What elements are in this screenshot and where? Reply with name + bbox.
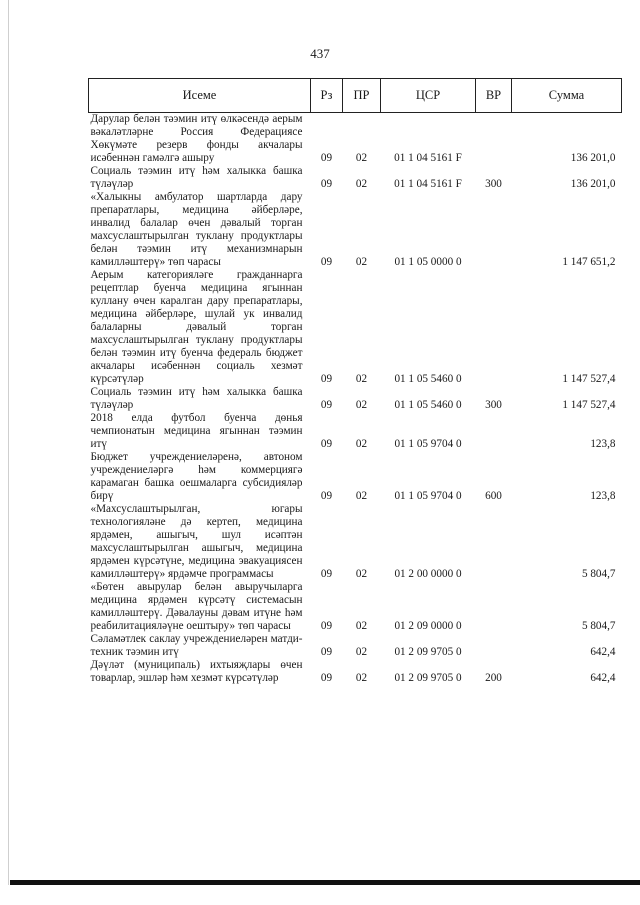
row-csr: 01 1 04 5161 F <box>394 152 462 164</box>
row-vr <box>476 412 512 451</box>
row-csr: 01 2 00 0000 0 <box>394 568 462 580</box>
row-csr: 01 1 04 5161 F <box>394 178 462 190</box>
row-pr: 02 <box>355 672 368 684</box>
table-row <box>89 451 622 503</box>
row-vr <box>476 581 512 633</box>
table-row <box>89 633 622 659</box>
row-rz: 09 <box>320 490 333 502</box>
header-csr: ЦСР <box>381 79 476 113</box>
row-rz: 09 <box>320 620 333 632</box>
row-name: Дәүләт (муниципаль) ихтыяҗлары өчен товарлар, эшләр һәм хезмәт күрсәтүләр <box>90 659 303 684</box>
row-csr: 01 1 05 0000 0 <box>394 256 462 268</box>
row-csr: 01 1 05 5460 0 <box>394 373 462 385</box>
table-row <box>89 503 622 581</box>
row-rz: 09 <box>320 568 333 580</box>
row-rz: 09 <box>320 178 333 190</box>
row-sum: 1 147 651,2 <box>562 256 616 268</box>
row-rz: 09 <box>320 152 333 164</box>
row-vr <box>476 633 512 659</box>
row-pr: 02 <box>355 256 368 268</box>
row-pr: 02 <box>355 178 368 190</box>
budget-table <box>88 78 622 685</box>
row-vr: 600 <box>485 490 502 502</box>
table-row <box>89 412 622 451</box>
row-csr: 01 2 09 9705 0 <box>394 646 462 658</box>
row-vr <box>476 269 512 386</box>
row-csr: 01 2 09 0000 0 <box>394 620 462 632</box>
row-name: Дарулар белән тәэмин итү өлкәсендә аерым вәкаләтләрне Россия Федерациясе Хөкүмәте резерв фонды акчалары исәбеннән гамәлгә ашыру <box>90 113 303 164</box>
row-pr: 02 <box>355 438 368 450</box>
row-rz: 09 <box>320 256 333 268</box>
header-pr: ПР <box>343 79 381 113</box>
row-sum: 136 201,0 <box>570 178 616 190</box>
row-sum: 642,4 <box>590 672 616 684</box>
row-vr <box>476 113 512 166</box>
header-sum: Сумма <box>512 79 622 113</box>
row-rz: 09 <box>320 438 333 450</box>
table-row <box>89 386 622 412</box>
row-pr: 02 <box>355 490 368 502</box>
header-name: Исеме <box>89 79 311 113</box>
row-sum: 123,8 <box>590 490 616 502</box>
table-row <box>89 659 622 685</box>
row-pr: 02 <box>355 373 368 385</box>
header-rz: Рз <box>311 79 343 113</box>
row-name: Социаль тәэмин итү һәм халыкка башка түләүләр <box>90 165 303 190</box>
table-row <box>89 269 622 386</box>
row-name: Социаль тәэмин итү һәм халыкка башка түләүләр <box>90 386 303 411</box>
row-csr: 01 1 05 5460 0 <box>394 399 462 411</box>
row-pr: 02 <box>355 568 368 580</box>
row-sum: 5 804,7 <box>581 568 616 580</box>
row-name: Сәламәтлек саклау учреждениеләрен матди-техник тәэмин итү <box>90 633 303 658</box>
row-name: «Халыкны амбулатор шартларда дару препаратлары, медицина әйберләре, инвалид балалар өчен дәвалый торган махсуслаштырылган туклану продуктлары белән тәэмин итү механизмнарын камилләштерү» төп чарасы <box>90 191 303 268</box>
row-pr: 02 <box>355 620 368 632</box>
table-header-row <box>89 79 622 113</box>
header-vr: ВР <box>476 79 512 113</box>
row-name: Бюджет учреждениеләренә, автоном учреждениеләргә һәм коммерциягә карамаган башка оешмаларга субсидияләр бирү <box>90 451 303 502</box>
row-csr: 01 1 05 9704 0 <box>394 438 462 450</box>
scan-bottom-edge <box>10 880 640 885</box>
row-sum: 1 147 527,4 <box>562 373 616 385</box>
row-csr: 01 1 05 9704 0 <box>394 490 462 502</box>
row-pr: 02 <box>355 646 368 658</box>
row-rz: 09 <box>320 373 333 385</box>
table-row <box>89 581 622 633</box>
row-pr: 02 <box>355 152 368 164</box>
row-rz: 09 <box>320 646 333 658</box>
row-sum: 642,4 <box>590 646 616 658</box>
row-sum: 1 147 527,4 <box>562 399 616 411</box>
row-pr: 02 <box>355 399 368 411</box>
row-rz: 09 <box>320 399 333 411</box>
row-name: «Махсуслаштырылган, югары технологияләне дә кертеп, медицина ярдәмен, ашыгыч, шул исәптән махсуслаштырылган ашыгыч, медицина ярдәмен күрсәтүне, медицина эвакуациясен камилләштерү» ярдәмче программасы <box>90 503 303 580</box>
scan-left-edge <box>8 0 9 885</box>
table-row <box>89 165 622 191</box>
row-sum: 123,8 <box>590 438 616 450</box>
row-sum: 136 201,0 <box>570 152 616 164</box>
table-row <box>89 191 622 269</box>
row-vr: 300 <box>485 178 502 190</box>
row-vr <box>476 503 512 581</box>
table-row <box>89 113 622 166</box>
table-body <box>89 113 622 686</box>
row-name: Аерым категорияләге гражданнарга рецептлар буенча медицина ягыннан куллану өчен каралган дару препаратлары, медицина әйберләре, шулай ук инвалид балаларны дәвалый торган махсуслаштырылган туклану продуктлары белән тәэмин итү буенча федераль бюджет акчалары исәбеннән социаль хезмәт күрсәтүләр <box>90 269 303 385</box>
page-number: 437 <box>310 46 330 61</box>
row-vr: 300 <box>485 399 502 411</box>
row-csr: 01 2 09 9705 0 <box>394 672 462 684</box>
row-name: 2018 елда футбол буенча дөнья чемпионатын медицина ягыннан тәэмин итү <box>90 412 303 450</box>
row-rz: 09 <box>320 672 333 684</box>
row-vr <box>476 191 512 269</box>
row-vr: 200 <box>485 672 502 684</box>
row-sum: 5 804,7 <box>581 620 616 632</box>
row-name: «Бөтен авырулар белән авыручыларга медицина ярдәмен күрсәтү системасын камилләштерү. Дәвалауны дәвам итүне һәм реабилитацияләүне оештыру» төп чарасы <box>90 581 303 632</box>
